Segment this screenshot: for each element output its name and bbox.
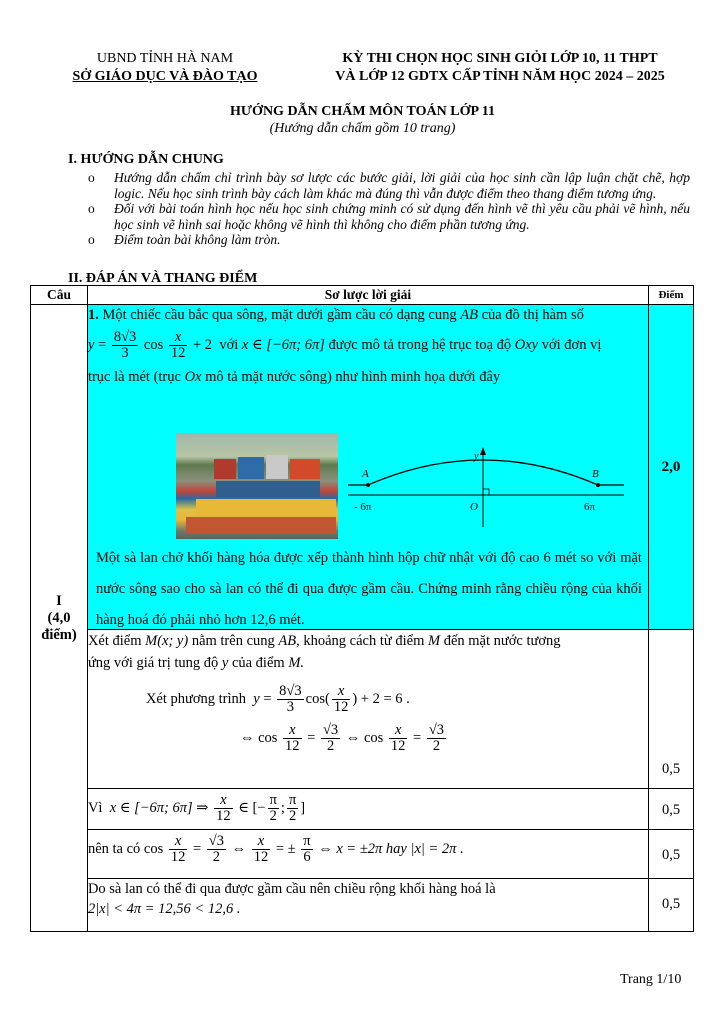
page-title: HƯỚNG DẪN CHẤM MÔN TOÁN LỚP 11: [230, 104, 495, 119]
question-label-cell: [31, 305, 88, 932]
step2-points: 0,5: [649, 789, 694, 830]
page-subtitle: (Hướng dẫn chấm gồm 10 trang): [269, 121, 456, 136]
bullet-marker: o: [88, 232, 95, 247]
section1-heading: I. HƯỚNG DẪN CHUNG: [68, 152, 224, 167]
step2-cell: [87, 789, 648, 830]
point-b: [596, 483, 600, 487]
section2-heading: II. ĐÁP ÁN VÀ THANG ĐIỂM: [68, 271, 258, 286]
header-left-line2: SỞ GIÁO DỤC VÀ ĐÀO TẠO: [72, 69, 258, 84]
section1-bullets: [88, 170, 690, 248]
question-number: I: [56, 592, 62, 609]
question-formula: y = $\frac{8√3}{3}$ cos $\frac{x}{12}$ + 2 với x ∈ [−6π; 6π] được mô tả trong hệ trục toạ độ Oxy với đơn vị: [87, 329, 602, 361]
bridge-graph: [348, 445, 628, 533]
bullet-marker: o: [88, 201, 95, 216]
header-right-line2: VÀ LỚP 12 GDTX CẤP TỈNH NĂM HỌC 2024 – 2025: [335, 69, 665, 84]
col-header-solution: Sơ lược lời giải: [87, 286, 648, 305]
bullet-item: o Đối với bài toán hình học nếu học sinh chứng minh có sử dụng đến hình vẽ thì yêu cầu phải vẽ hình, nếu học sinh vẽ hình sai hoặc không vẽ hình thì không cho điểm phần tương ứng.: [88, 201, 690, 232]
header-right: [300, 50, 700, 86]
col-header-points: Điểm: [649, 286, 694, 305]
label-y: y: [473, 451, 479, 462]
label-6pi: 6π: [583, 501, 595, 513]
header-left-line1: UBND TỈNH HÀ NAM: [96, 51, 234, 66]
bullet-marker: o: [88, 170, 95, 185]
step1-equation: Xét phương trình y = $\frac{8√3}{3}$ cos( $\frac{x}{12}$ ) + 2 = 6 .: [145, 683, 410, 715]
label-a: A: [361, 468, 369, 480]
col-header-cau: Câu: [31, 286, 88, 305]
question-points: (4,0: [47, 609, 71, 626]
y-axis-arrow: [480, 447, 486, 455]
question-line3: trục là mét (trục Ox mô tả mặt nước sông) như hình minh họa dưới đây: [87, 369, 501, 385]
barge-photo: [176, 433, 338, 539]
step4-text: Do sà lan có thể đi qua được gầm cầu nên chiều rộng khối hàng hoá là 2|x| < 4π = 12,56 < 12,6 .: [87, 881, 496, 917]
question-task: Một sà lan chở khối hàng hóa được xếp thành hình hộp chữ nhật với độ cao 6 mét so với mặt nước sông sao cho sà lan có thể đi qua được gầm cầu. Chứng minh rằng chiều rộng của khối hàng hoá đó phải nhỏ hơn 12,6 mét.: [95, 550, 642, 628]
right-angle-mark: [483, 489, 489, 495]
bullet-item: o Hướng dẫn chấm chỉ trình bày sơ lược các bước giải, lời giải của học sinh cần lập luận chặt chẽ, hợp logic. Nếu học sinh trình bày cách làm khác mà đúng thì vẫn được điểm theo thang điểm tương ứng.: [88, 170, 690, 201]
step3-points: 0,5: [649, 830, 694, 879]
step1-text: Xét điểm M(x; y) nằm trên cung AB, khoảng cách từ điểm M đến mặt nước tương ứng với giá trị tung độ y của điểm M.: [87, 633, 561, 671]
step1-equivalence: ⇔ cos $\frac{x}{12}$ = $\frac{√3}{2}$ ⇔ cos $\frac{x}{12}$ = $\frac{√3}{2}$: [239, 722, 445, 754]
step4-cell: [87, 879, 648, 932]
label-minus-6pi: - 6π: [353, 501, 372, 513]
step1-cell: [87, 630, 648, 789]
header-right-line1: KỲ THI CHỌN HỌC SINH GIỎI LỚP 10, 11 THPT: [342, 51, 658, 66]
question-points-unit: điểm): [41, 626, 77, 643]
label-b: B: [591, 468, 599, 480]
arc-curve: [348, 460, 624, 485]
question-line1: 1. Một chiếc cầu bắc qua sông, mặt dưới gầm cầu có dạng cung AB của đồ thị hàm số: [87, 307, 584, 323]
step3-cell: [87, 830, 648, 879]
step4-points: 0,5: [649, 879, 694, 932]
point-a: [366, 483, 370, 487]
step3-text: nên ta có cos $\frac{x}{12}$ = $\frac{√3}{2}$ ⇔ $\frac{x}{12}$ = ± $\frac{\pi}{6}$ ⇔ x = ±2π hay |x| = 2π .: [87, 833, 464, 865]
header-left: [40, 50, 290, 86]
question-cell: [87, 305, 648, 630]
label-o: O: [469, 501, 478, 513]
step1-points: 0,5: [649, 630, 694, 789]
answer-table: [30, 285, 694, 932]
question-points-cell: 2,0: [649, 305, 694, 630]
page-footer: Trang 1/10: [620, 972, 682, 987]
step2-text: Vì x ∈ [−6π; 6π] ⇒ $\frac{x}{12}$ ∈ [− $\frac{\pi}{2}$ ; $\frac{\pi}{2}$ ]: [87, 792, 306, 824]
bullet-item: o Điểm toàn bài không làm tròn.: [88, 232, 281, 247]
